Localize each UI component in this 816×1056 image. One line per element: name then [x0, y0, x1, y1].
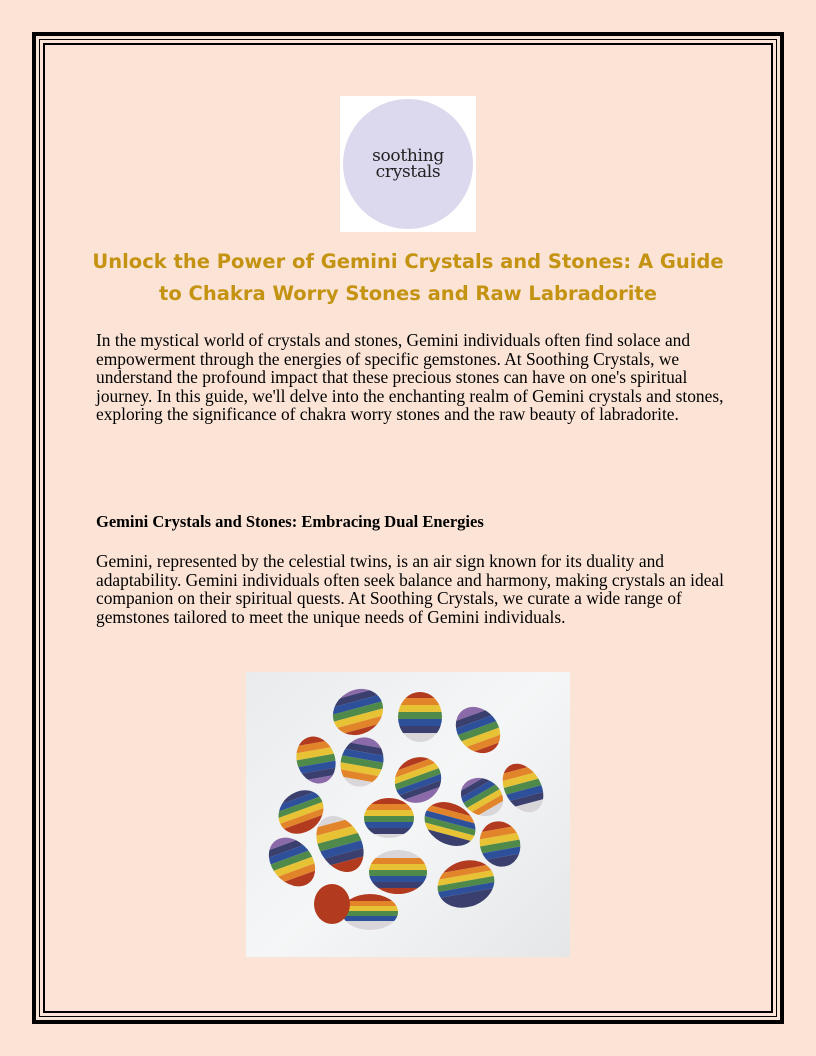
page-title: Unlock the Power of Gemini Crystals and Stones: A Guide to Chakra Worry Stones and Raw Labradorite [92, 250, 724, 305]
stone [368, 850, 428, 896]
stone [334, 732, 390, 793]
logo-circle [343, 99, 473, 229]
logo-text-line-2: crystals [375, 162, 441, 182]
stone [432, 855, 499, 912]
stone [447, 697, 510, 763]
brand-logo [340, 96, 476, 232]
stone [290, 731, 342, 790]
stone [262, 828, 322, 896]
chakra-stones-photo [246, 672, 570, 957]
stone [396, 690, 446, 743]
section-heading: Gemini Crystals and Stones: Embracing Dual Energies [96, 512, 484, 531]
stone [342, 894, 398, 931]
stone [362, 796, 416, 842]
stone [496, 756, 549, 820]
stone [320, 679, 395, 745]
logo-text-line-1: soothing [372, 146, 444, 166]
section-paragraph: Gemini, represented by the celestial twins, is an air sign known for its duality and adaptability. Gemini individuals often seek balance and harmony, making crystals an ideal companion on their spiritual quests. At Soothing Crystals, we curate a wide range of gemstones tailored to meet the unique needs of Gemini individuals. [96, 551, 724, 627]
chakra-stones-illustration [246, 672, 570, 957]
stone [314, 884, 350, 924]
intro-paragraph: In the mystical world of crystals and stones, Gemini individuals often find solace and empowerment through the energies of specific gemstones. At Soothing Crystals, we understand the profound impact that these precious stones can have on one's spiritual journey. In this guide, we'll delve into the enchanting realm of Gemini crystals and stones, exploring the significance of chakra worry stones and the raw beauty of labradorite. [96, 330, 724, 424]
